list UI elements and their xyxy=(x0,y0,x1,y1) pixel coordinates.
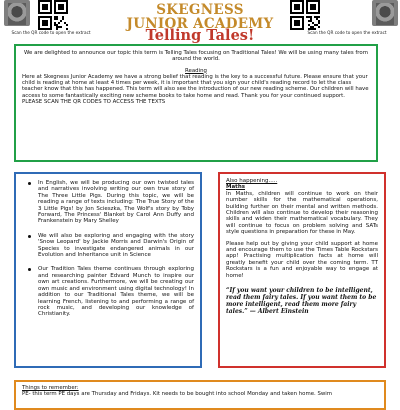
einstein-quote: “If you want your children to be intelligent, read them fairy tales. If you want them to be more intelligent, read them more fairy tales.” — Albert Einstein xyxy=(226,287,377,316)
maths-text: In Maths, children will continue to work on their number skills for the mathematical operations, building further on their mental and written methods. Children will also continue to develop their reasoning skills and widen their mathematical vocabulary. They will continue to focus on problem solving and SATs style questions in preparation for these in May. xyxy=(226,190,378,236)
reminders-text: PE- this term PE days are Thursday and Fridays. Kit needs to be bought into school Monday and taken home. Swim xyxy=(22,391,333,398)
reminders-heading: Things to remember: xyxy=(22,385,79,391)
school-name-line2: JUNIOR ACADEMY xyxy=(126,16,274,32)
also-happening-heading: Also happening..... xyxy=(226,178,278,184)
reading-text: Here at Skegness Junior Academy we have a strong belief that reading is the key to a successful future. Please ensure that your child is reading at home at least 4 times per week, it is important that you sign your child's reading record to let the class teacher know that this has happened. This term will also see the introduction of our new reading scheme. Our children will have access to some fantastically exciting new scheme books to take home and read. Thank you for your continued support. xyxy=(22,73,369,99)
help-text: Please help out by giving your child support at home and encourage them to use the Times Table Rockstars app! Practising multiplication facts at home will greatly benefit your child over the coming term. TT Rockstars is a fun and enjoyable way to engage at home! xyxy=(226,240,378,279)
qr-caption-right: Scan the QR code to open the extract xyxy=(307,30,387,35)
qr-code-right[interactable] xyxy=(290,0,320,30)
list-item: In English, we will be producing our own twisted tales and narratives involving writing our own true story of The Three Little Pigs. During this topic, we will be reading a range of texts including: The True Story of the 3 Little Pigs! by Jon Scieszka, The Wolf's story by Toby Forward, The Princess' Blanket by Carol Ann Duffy and Frankenstein by Mary Shelley xyxy=(38,180,194,225)
reminders-box xyxy=(14,380,386,410)
scan-note: PLEASE SCAN THE QR CODES TO ACCESS THE TEXTS xyxy=(22,99,166,106)
reading-heading: Reading xyxy=(185,67,207,74)
english-list xyxy=(38,180,194,318)
list-item: We will also be exploring and engaging with the story 'Snow Leopard' by Jackie Morris and Darwin's Origin of Species to investigate endangered animals in our Evolution and Inheritance unit in Science xyxy=(38,232,194,259)
maths-box xyxy=(218,172,386,368)
page-title: Telling Tales! xyxy=(145,27,255,44)
wolf-photo-right xyxy=(372,0,398,26)
list-item: Our Tradition Tales theme continues through exploring and researching painter Edvard Munch to inspire our own art creations. Furthermore, we will be creating our own music and environment using digital technology! In addition to our Traditional Tales theme, we will be learning French, listening to and performing a range of rock music, and developing our knowledge of Christianity. xyxy=(38,266,194,318)
maths-heading: Maths xyxy=(226,184,246,191)
qr-caption-left: Scan the QR code to open the extract xyxy=(11,30,91,35)
english-box xyxy=(14,172,202,368)
school-name-line1: SKEGNESS xyxy=(156,2,244,16)
intro-text: We are delighted to announce our topic this term is Telling Tales focusing on Traditional Tales! We will be using many tales from around the world. xyxy=(24,50,368,63)
intro-box xyxy=(14,44,378,162)
